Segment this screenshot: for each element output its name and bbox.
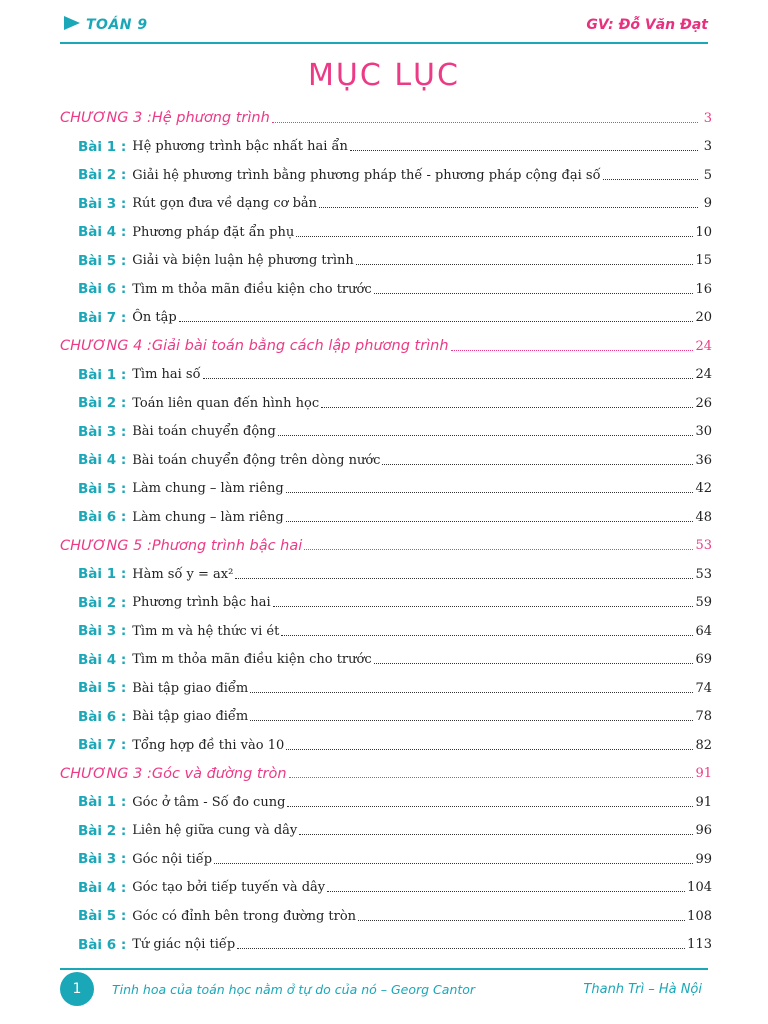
toc-page-number: 36 [695,452,712,468]
toc-entry-label: Bài 3 : [78,423,127,440]
dot-leader [327,891,685,892]
dot-leader [272,122,698,123]
toc-entry-label: Bài 6 : [78,281,127,298]
toc-entry-title: Hệ phương trình bậc nhất hai ẩn [132,139,348,155]
toc-page-number: 108 [687,908,712,924]
toc-page-number: 99 [695,851,712,867]
toc-entry-label: Bài 6 : [78,936,127,953]
toc-entry-title: Phương trình bậc hai [132,595,271,611]
toc-entry-title: Tìm m và hệ thức vi ét [132,623,280,639]
toc-page-number: 10 [695,224,712,240]
dot-leader [286,492,694,493]
toc-page-number: 104 [687,880,712,896]
toc-entry-title: Làm chung – làm riêng [132,481,284,497]
toc-lesson-row[interactable] [60,902,712,931]
toc-entry-title: Bài toán chuyển động trên dòng nước [132,452,381,468]
toc-entry-label: Bài 1 : [78,138,127,155]
toc-lesson-row[interactable] [60,874,712,903]
toc-chapter-row[interactable] [60,532,712,561]
toc-page-number: 30 [695,424,712,440]
toc-entry-label: Bài 1 : [78,566,127,583]
dot-leader [287,806,693,807]
toc-entry-label: Bài 2 : [78,594,127,611]
page-footer [0,968,768,1008]
toc-entry-title: Làm chung – làm riêng [132,509,284,525]
toc-entry-label: Bài 2 : [78,395,127,412]
toc-entry-label: CHƯƠNG 5 : [60,537,152,554]
toc-page-number: 3 [703,110,712,126]
toc-entry-title: Bài tập giao điểm [132,680,249,696]
toc-entry-title: Hệ phương trình [151,110,270,127]
toc-lesson-row[interactable] [60,674,712,703]
toc-entry-title: Giải hệ phương trình bằng phương pháp thế - phương pháp cộng đại số [132,167,601,183]
dot-leader [304,549,693,550]
toc-entry-title: Góc và đường tròn [151,765,287,782]
dot-leader [214,863,693,864]
toc-entry-title: Phương pháp đặt ẩn phụ [132,224,295,240]
toc-entry-title: Tổng hợp đề thi vào 10 [132,737,285,753]
toc-entry-title: Liên hệ giữa cung và dây [132,823,298,839]
toc-page-number: 26 [695,395,712,411]
footer-location: Thanh Trì – Hà Nội [583,982,702,997]
toc-entry-label: CHƯƠNG 3 : [60,765,152,782]
toc-lesson-row[interactable] [60,589,712,618]
dot-leader [350,150,698,151]
dot-leader [382,464,693,465]
toc-lesson-row[interactable] [60,161,712,190]
toc-entry-label: Bài 2 : [78,167,127,184]
toc-page-number: 53 [695,566,712,582]
dot-leader [203,378,694,379]
toc-entry-label: CHƯƠNG 4 : [60,338,152,355]
toc-page-number: 69 [695,652,712,668]
toc-entry-label: Bài 6 : [78,509,127,526]
dot-leader [179,321,694,322]
toc-lesson-row[interactable] [60,617,712,646]
toc-entry-title: Giải bài toán bằng cách lập phương trình [151,338,449,355]
toc-lesson-row[interactable] [60,475,712,504]
toc-entry-label: Bài 6 : [78,708,127,725]
dot-leader [281,635,693,636]
dot-leader [289,777,694,778]
toc-entry-label: Bài 4 : [78,224,127,241]
toc-entry-title: Phương trình bậc hai [151,537,303,554]
toc-entry-title: Góc có đỉnh bên trong đường tròn [132,908,357,924]
toc-lesson-row[interactable] [60,560,712,589]
dot-leader [374,293,694,294]
toc-lesson-row[interactable] [60,361,712,390]
toc-page-number: 3 [703,139,712,155]
toc-page-number: 113 [687,937,712,953]
toc-lesson-row[interactable] [60,418,712,447]
toc-page-number: 53 [695,538,712,554]
toc-entry-label: Bài 5 : [78,480,127,497]
toc-chapter-row[interactable] [60,104,712,133]
toc-entry-title: Góc ở tâm - Số đo cung [132,794,286,810]
toc-entry-label: Bài 1 : [78,366,127,383]
toc-entry-title: Góc nội tiếp [132,851,213,867]
toc-lesson-row[interactable] [60,218,712,247]
toc-entry-label: Bài 3 : [78,623,127,640]
toc-entry-title: Tìm m thỏa mãn điều kiện cho trước [132,281,372,297]
toc-entry-label: Bài 7 : [78,737,127,754]
teacher-label: GV: Đỗ Văn Đạt [586,17,708,33]
toc-page-number: 42 [695,481,712,497]
dot-leader [356,264,694,265]
dot-leader [321,407,693,408]
page-header [0,0,768,44]
toc-entry-title: Giải và biện luận hệ phương trình [132,253,354,269]
toc-lesson-row[interactable] [60,817,712,846]
toc-entry-label: Bài 3 : [78,851,127,868]
toc-chapter-row[interactable] [60,332,712,361]
page-number: 1 [60,972,94,1006]
dot-leader [250,692,693,693]
footer-quote: Tinh hoa của toán học nằm ở tự do của nó – Georg Cantor [112,982,476,997]
toc-entry-label: Bài 4 : [78,452,127,469]
dot-leader [296,236,693,237]
dot-leader [374,663,694,664]
toc-lesson-row[interactable] [60,304,712,333]
toc-entry-label: Bài 4 : [78,651,127,668]
dot-leader [273,606,694,607]
toc-page-number: 74 [695,680,712,696]
toc-page-number: 91 [695,794,712,810]
toc-entry-label: Bài 1 : [78,794,127,811]
toc-page-number: 48 [695,509,712,525]
toc-entry-label: Bài 7 : [78,309,127,326]
dot-leader [286,749,693,750]
dot-leader [250,720,693,721]
toc-lesson-row[interactable] [60,503,712,532]
dot-leader [286,521,694,522]
dot-leader [319,207,698,208]
footer-divider [60,968,708,970]
toc-entry-title: Góc tạo bởi tiếp tuyến và dây [132,880,326,896]
dot-leader [235,578,693,579]
toc-entry-label: Bài 5 : [78,680,127,697]
toc-entry-label: Bài 2 : [78,822,127,839]
toc-lesson-row[interactable] [60,646,712,675]
toc-page-number: 59 [695,595,712,611]
toc-entry-label: Bài 5 : [78,908,127,925]
toc-entry-label: Bài 4 : [78,879,127,896]
dot-leader [358,920,685,921]
toc-entry-title: Ôn tập [132,310,177,326]
toc-page-number: 16 [695,281,712,297]
toc-lesson-row[interactable] [60,190,712,219]
toc-page-number: 15 [695,253,712,269]
table-of-contents [60,104,712,959]
toc-entry-label: CHƯƠNG 3 : [60,110,152,127]
toc-entry-title: Rút gọn đưa về dạng cơ bản [132,196,318,212]
dot-leader [451,350,694,351]
toc-entry-title: Bài tập giao điểm [132,709,249,725]
toc-lesson-row[interactable] [60,133,712,162]
toc-page-number: 24 [695,338,712,354]
toc-page-number: 64 [695,623,712,639]
toc-lesson-row[interactable] [60,247,712,276]
toc-page-number: 91 [695,766,712,782]
toc-lesson-row[interactable] [60,845,712,874]
toc-page-number: 20 [695,310,712,326]
toc-page-number: 24 [695,367,712,383]
toc-lesson-row[interactable] [60,389,712,418]
toc-entry-title: Toán liên quan đến hình học [132,395,320,411]
subject-label: TOÁN 9 [86,17,148,33]
toc-page-number: 78 [695,709,712,725]
toc-page-number: 82 [695,737,712,753]
toc-lesson-row[interactable] [60,931,712,960]
toc-entry-title: Tìm m thỏa mãn điều kiện cho trước [132,652,372,668]
toc-lesson-row[interactable] [60,731,712,760]
toc-lesson-row[interactable] [60,788,712,817]
toc-entry-title: Tứ giác nội tiếp [132,937,236,953]
toc-lesson-row[interactable] [60,703,712,732]
header-divider [60,42,708,44]
dot-leader [237,948,685,949]
toc-page-number: 9 [703,196,712,212]
page-title: MỤC LỤC [308,58,460,93]
toc-lesson-row[interactable] [60,446,712,475]
toc-entry-title: Bài toán chuyển động [132,424,276,440]
toc-page-number: 5 [703,167,712,183]
arrow-icon [64,16,80,30]
toc-entry-title: Hàm số y = ax² [132,566,234,582]
toc-chapter-row[interactable] [60,760,712,789]
dot-leader [278,435,694,436]
toc-entry-label: Bài 3 : [78,195,127,212]
toc-page-number: 96 [695,823,712,839]
toc-entry-label: Bài 5 : [78,252,127,269]
toc-lesson-row[interactable] [60,275,712,304]
dot-leader [603,179,698,180]
dot-leader [299,834,693,835]
toc-entry-title: Tìm hai số [132,367,201,383]
